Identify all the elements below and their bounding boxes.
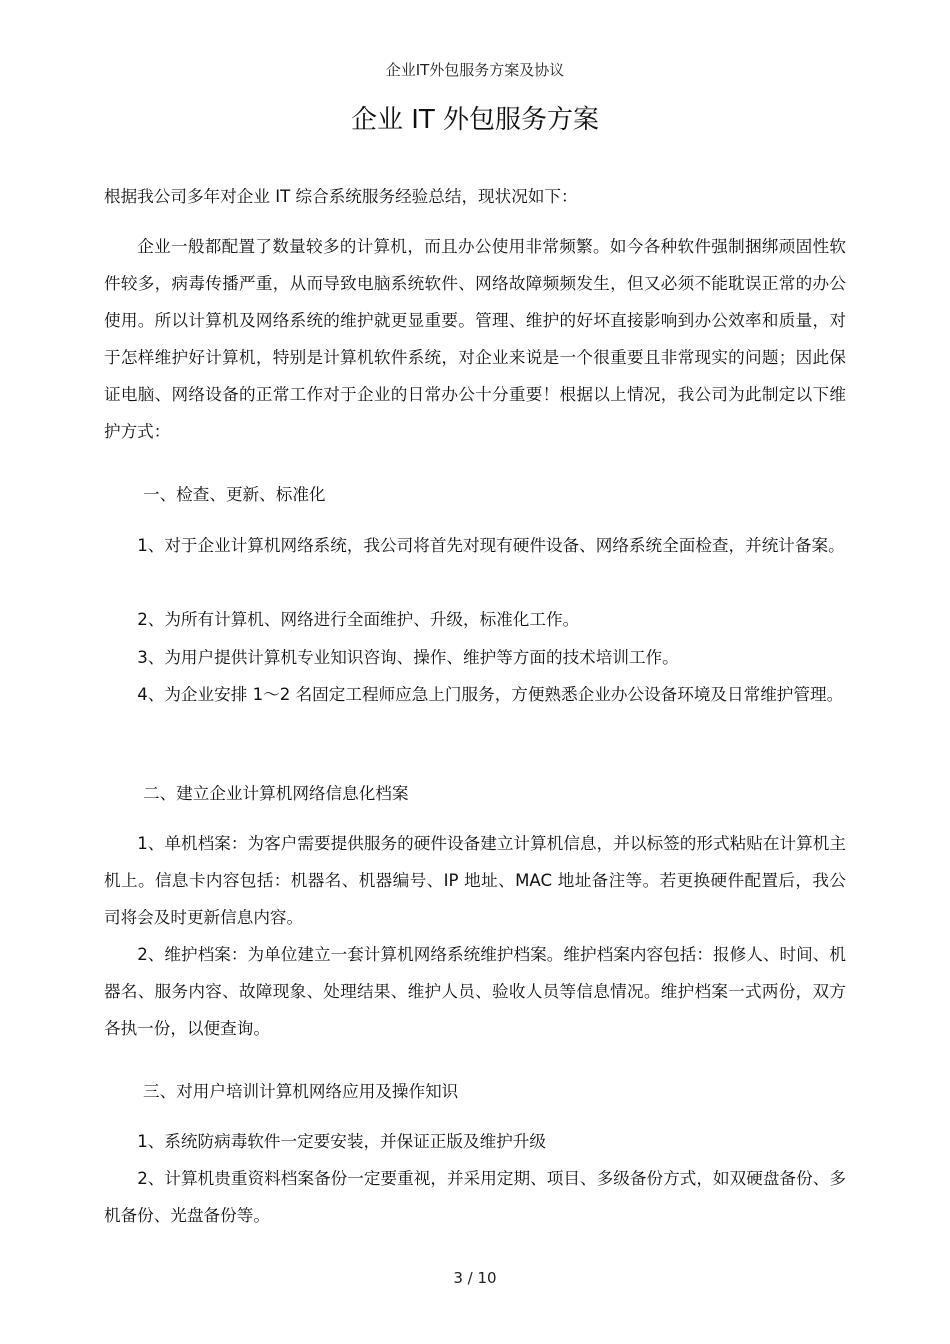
intro-paragraph: 根据我公司多年对企业 IT 综合系统服务经验总结，现状况如下： — [104, 187, 578, 206]
section-2-item-2: 2、维护档案：为单位建立一套计算机网络系统维护档案。维护档案内容包括：报修人、时间、机器名、服务内容、故障现象、处理结果、维护人员、验收人员等信息情况。维护档案一式两份，双方各执一份，以便查询。 — [104, 945, 846, 1038]
section-heading-3: 三、对用户培训计算机网络应用及操作知识 — [143, 1082, 459, 1101]
section-3-item-1: 1、系统防病毒软件一定要安装，并保证正版及维护升级 — [137, 1132, 546, 1151]
section-heading-1: 一、检查、更新、标准化 — [143, 485, 326, 504]
running-header: 企业IT外包服务方案及协议 — [385, 61, 565, 79]
section-1-item-3: 3、为用户提供计算机专业知识咨询、操作、维护等方面的技术培训工作。 — [137, 648, 679, 667]
page-title: 企业 IT 外包服务方案 — [350, 105, 600, 135]
situation-paragraph: 企业一般都配置了数量较多的计算机，而且办公使用非常频繁。如今各种软件强制捆绑顽固性软件较多，病毒传播严重，从而导致电脑系统软件、网络故障频频发生，但又必须不能耽误正常的办公使用。所以计算机及网络系统的维护就更显重要。管理、维护的好坏直接影响到办公效率和质量，对于怎样维护好计算机，特别是计算机软件系统，对企业来说是一个很重要且非常现实的问题；因此保证电脑、网络设备的正常工作对于企业的日常办公十分重要！根据以上情况，我公司为此制定以下维护方式： — [104, 237, 846, 441]
section-1-item-2: 2、为所有计算机、网络进行全面维护、升级，标准化工作。 — [137, 610, 580, 629]
page-number: 3 / 10 — [453, 1269, 497, 1287]
section-1-item-4: 4、为企业安排 1～2 名固定工程师应急上门服务，方便熟悉企业办公设备环境及日常维护管理。 — [137, 685, 844, 704]
section-1-item-1: 1、对于企业计算机网络系统，我公司将首先对现有硬件设备、网络系统全面检查，并统计备案。 — [137, 536, 845, 555]
section-heading-2: 二、建立企业计算机网络信息化档案 — [143, 784, 409, 803]
section-2-item-1: 1、单机档案：为客户需要提供服务的硬件设备建立计算机信息，并以标签的形式粘贴在计算机主机上。信息卡内容包括：机器名、机器编号、IP 地址、MAC 地址备注等。若更换硬件配置后，我公司将会及时更新信息内容。 — [104, 834, 846, 927]
section-3-item-2: 2、计算机贵重资料档案备份一定要重视，并采用定期、项目、多级备份方式，如双硬盘备份、多机备份、光盘备份等。 — [104, 1169, 846, 1225]
